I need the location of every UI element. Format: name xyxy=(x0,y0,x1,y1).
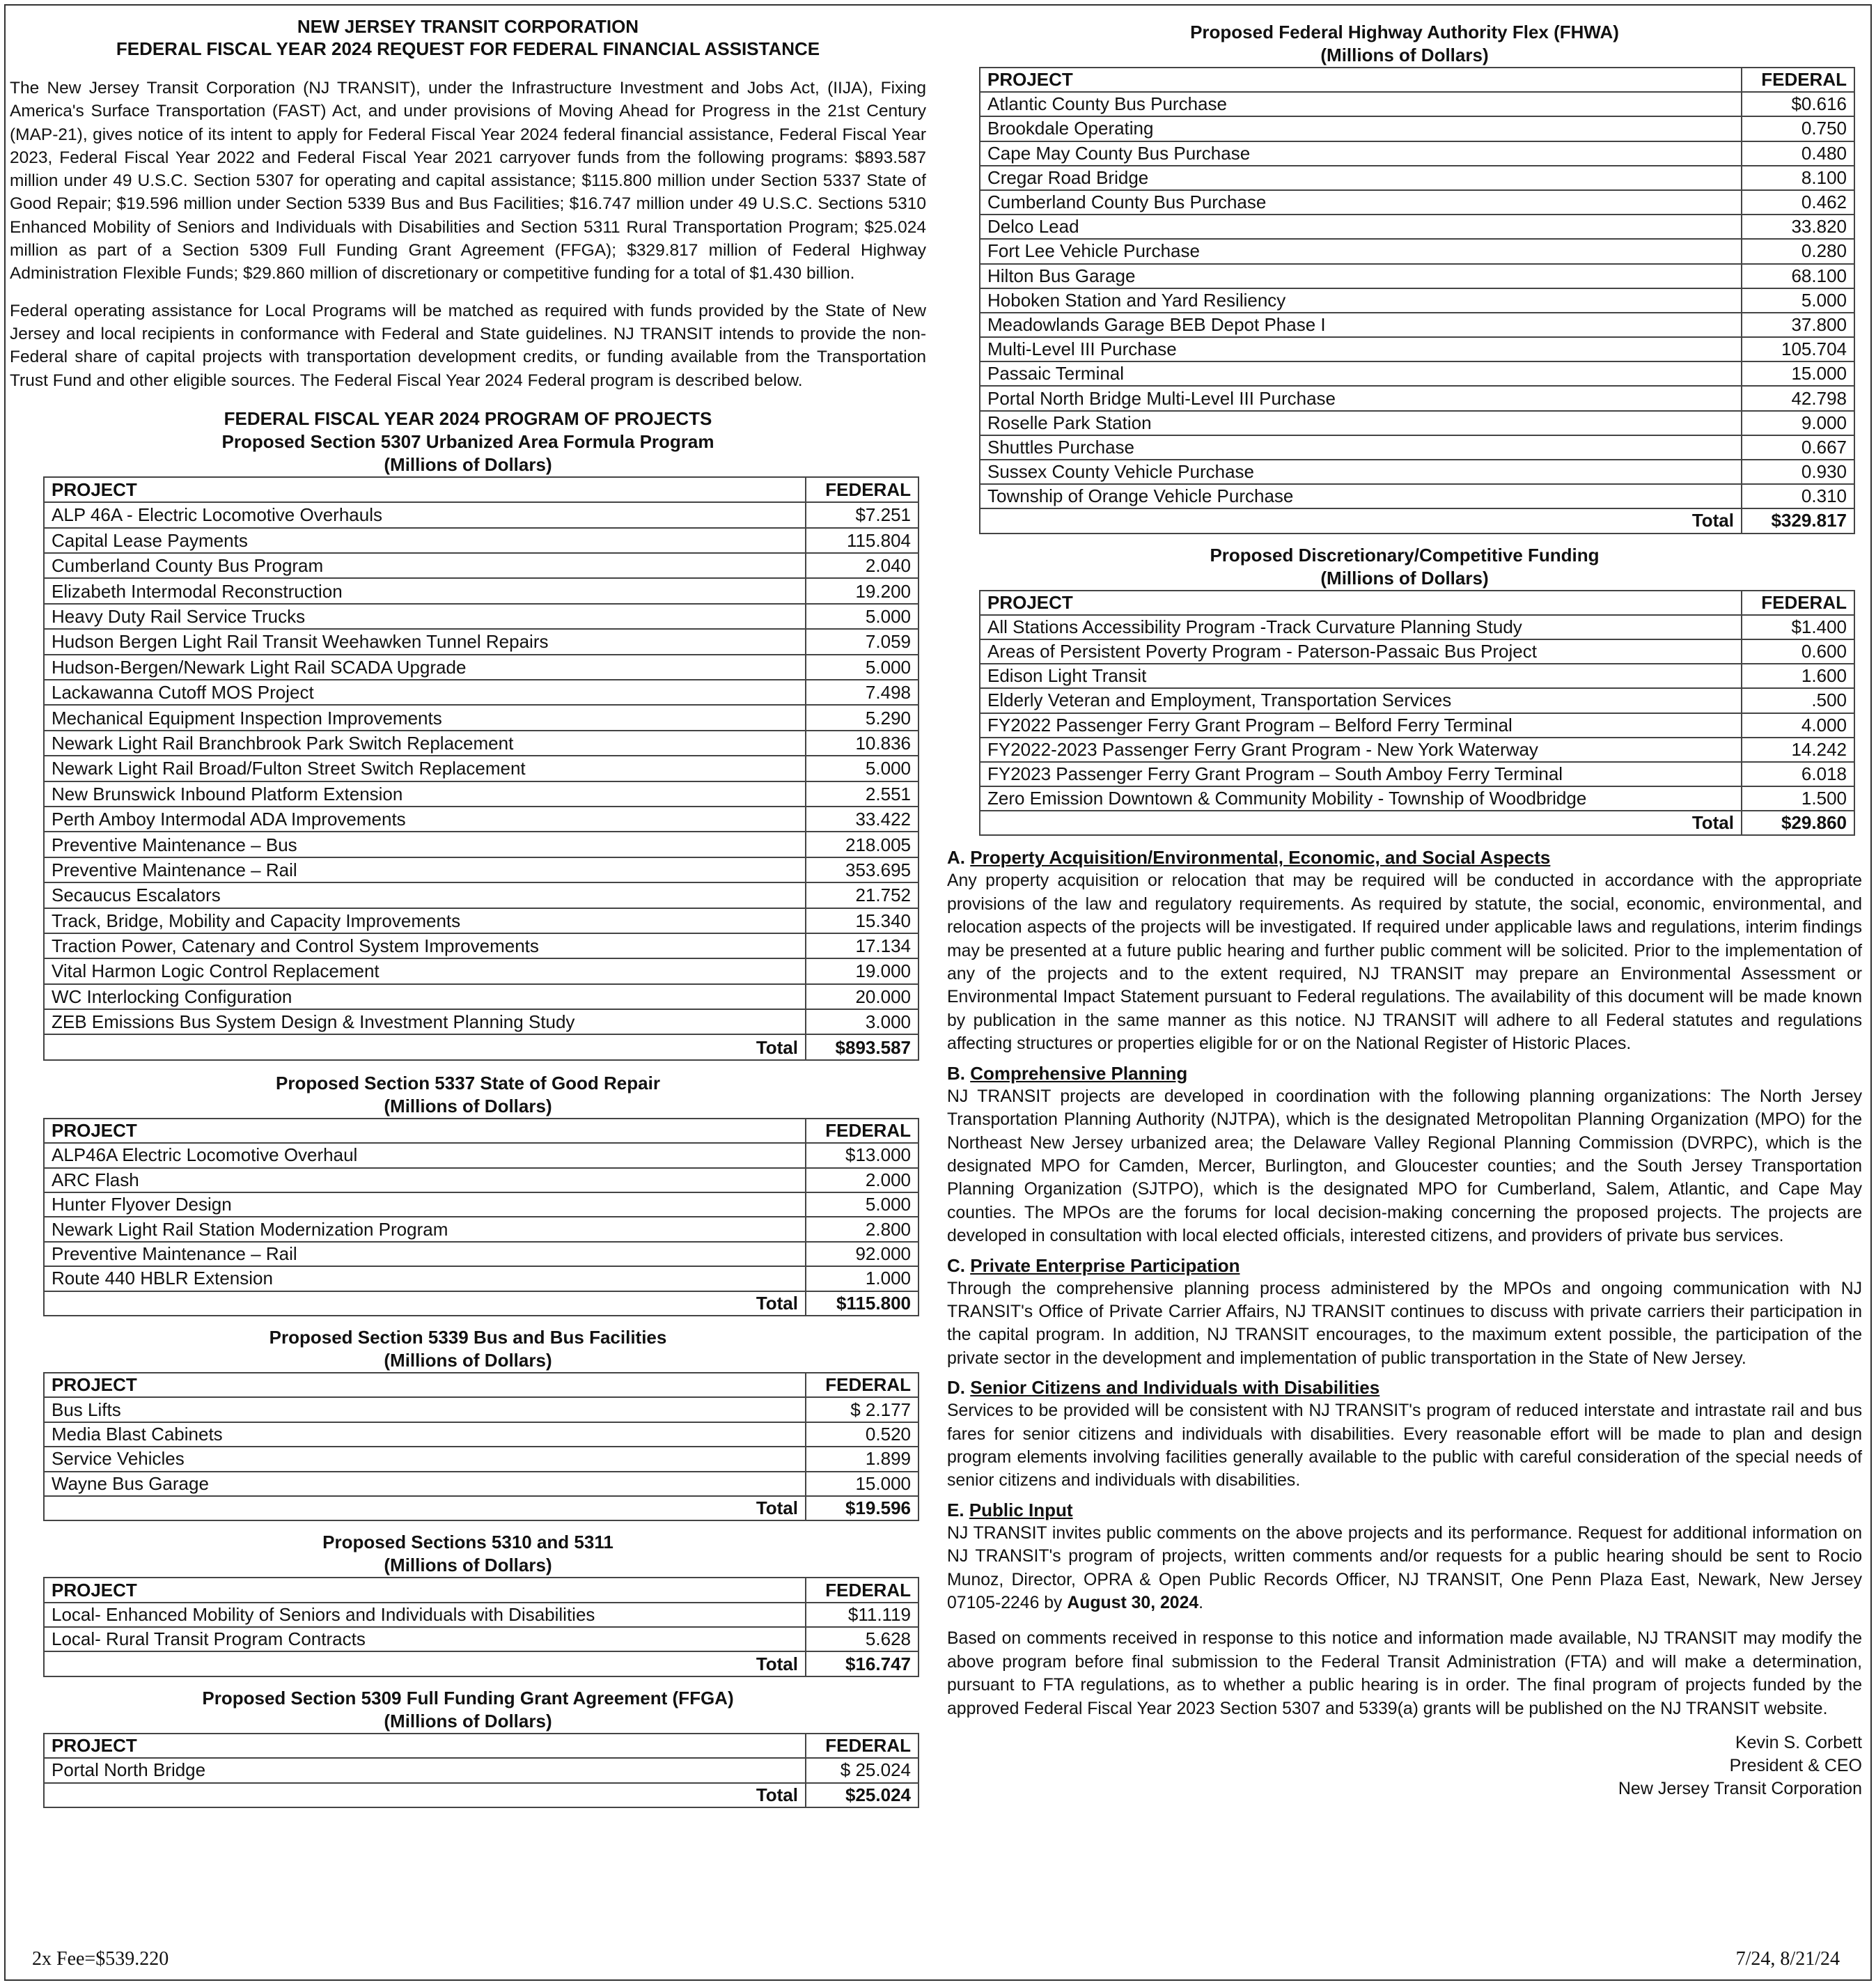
program-heading: FEDERAL FISCAL YEAR 2024 PROGRAM OF PROJECTS xyxy=(224,407,712,429)
s5309-title: Proposed Section 5309 Full Funding Grant Agreement (FFGA) xyxy=(202,1687,734,1708)
table-row xyxy=(980,116,1854,141)
section-e xyxy=(947,1498,1862,1720)
fhwa-total-row xyxy=(980,508,1854,533)
s5337-total-row xyxy=(44,1291,919,1316)
disc-total-row xyxy=(980,811,1854,835)
project-name: Newark Light Rail Station Modernization Program xyxy=(44,1217,806,1241)
federal-amount: 1.000 xyxy=(806,1266,919,1291)
section-b-title: Comprehensive Planning xyxy=(970,1062,1188,1084)
table-row xyxy=(980,288,1854,313)
table-row xyxy=(44,1422,919,1447)
disc-units: (Millions of Dollars) xyxy=(1320,567,1489,589)
project-name: FY2023 Passenger Ferry Grant Program – South Amboy Ferry Terminal xyxy=(980,762,1742,786)
federal-amount: 5.000 xyxy=(1742,288,1854,313)
federal-amount: 68.100 xyxy=(1742,264,1854,288)
disc-title: Proposed Discretionary/Competitive Funding xyxy=(1210,544,1600,566)
table-row xyxy=(44,528,919,553)
federal-amount: 5.000 xyxy=(806,655,919,680)
s5307-header-row xyxy=(44,477,919,502)
s5309-total-label: Total xyxy=(44,1783,806,1807)
federal-amount: 2.040 xyxy=(806,553,919,578)
s5339-title: Proposed Section 5339 Bus and Bus Facilities xyxy=(269,1326,667,1348)
disc-header-row xyxy=(980,591,1854,615)
s5309-units: (Millions of Dollars) xyxy=(384,1710,552,1731)
s5307-total-label: Total xyxy=(44,1034,806,1059)
section-a-title: Property Acquisition/Environmental, Economic, and Social Aspects xyxy=(970,847,1551,869)
federal-amount: 15.340 xyxy=(806,908,919,933)
federal-amount: $ 2.177 xyxy=(806,1397,919,1422)
s5310-total-label: Total xyxy=(44,1651,806,1676)
table-row xyxy=(980,713,1854,738)
project-name: Preventive Maintenance – Rail xyxy=(44,1242,806,1266)
section-c xyxy=(947,1254,1862,1371)
project-name: Newark Light Rail Branchbrook Park Switch Replacement xyxy=(44,731,806,756)
federal-amount: 2.000 xyxy=(806,1168,919,1192)
table-row xyxy=(980,484,1854,508)
project-name: Perth Amboy Intermodal ADA Improvements xyxy=(44,807,806,832)
federal-amount: 19.200 xyxy=(806,578,919,603)
table-row xyxy=(44,832,919,857)
fhwa-table xyxy=(979,67,1855,534)
s5339-table xyxy=(43,1372,919,1521)
federal-amount: 42.798 xyxy=(1742,386,1854,410)
project-name: Bus Lifts xyxy=(44,1397,806,1422)
project-name: Shuttles Purchase xyxy=(980,435,1742,460)
project-name: Cumberland County Bus Program xyxy=(44,553,806,578)
table-row xyxy=(980,264,1854,288)
s5307-federal-header: FEDERAL xyxy=(806,477,919,502)
table-row xyxy=(980,615,1854,639)
s5309-total-row xyxy=(44,1783,919,1807)
table-row xyxy=(44,1009,919,1034)
table-row xyxy=(980,361,1854,386)
project-name: Elizabeth Intermodal Reconstruction xyxy=(44,578,806,603)
table-row xyxy=(980,460,1854,484)
s5339-project-header: PROJECT xyxy=(44,1373,806,1397)
federal-amount: 15.000 xyxy=(806,1472,919,1496)
table-row xyxy=(44,1758,919,1782)
project-name: FY2022 Passenger Ferry Grant Program – Belford Ferry Terminal xyxy=(980,713,1742,738)
federal-amount: 0.462 xyxy=(1742,190,1854,215)
table-row xyxy=(44,629,919,654)
project-name: New Brunswick Inbound Platform Extension xyxy=(44,781,806,807)
project-name: Track, Bridge, Mobility and Capacity Improvements xyxy=(44,908,806,933)
table-row xyxy=(44,578,919,603)
federal-amount: $13.000 xyxy=(806,1143,919,1167)
section-e-title: Public Input xyxy=(969,1499,1073,1520)
s5337-table xyxy=(43,1118,919,1316)
federal-amount: 19.000 xyxy=(806,958,919,983)
table-row xyxy=(980,313,1854,337)
project-name: ARC Flash xyxy=(44,1168,806,1192)
signer-org: New Jersey Transit Corporation xyxy=(1618,1779,1862,1799)
federal-amount: 5.000 xyxy=(806,1192,919,1217)
project-name: Hudson-Bergen/Newark Light Rail SCADA Upgrade xyxy=(44,655,806,680)
fhwa-title: Proposed Federal Highway Authority Flex (FHWA) xyxy=(1190,22,1619,42)
intro-paragraph-2: Federal operating assistance for Local Programs will be matched as required with funds provided by the State of New Jersey and local recipients in conformance with Federal and State guidelines. NJ TRANSIT intends to provide the non-Federal share of capital projects with transportation development credits, or funding available from the Transportation Trust Fund and other eligible sources. The Federal Fiscal Year 2024 Federal program is described below. xyxy=(10,301,926,390)
s5309-project-header: PROJECT xyxy=(44,1734,806,1758)
federal-amount: 0.600 xyxy=(1742,639,1854,664)
federal-amount: 5.628 xyxy=(806,1627,919,1651)
federal-amount: 92.000 xyxy=(806,1242,919,1266)
table-row xyxy=(44,1143,919,1167)
signer-name: Kevin S. Corbett xyxy=(1735,1733,1862,1753)
section-b-text: NJ TRANSIT projects are developed in coordination with the following planning organizations: The North Jersey Transportation Planning Authority (NJTPA), which is the designated Metropolitan Planning Organization (MPO) for the Northeast New Jersey urbanized area; the Delaware Valley Regional Planning Commission (DVRPC), which is the designated MPO for Camden, Mercer, Burlington, and Gloucester counties; and the South Jersey Transportation Planning Organization (SJTPO), which is the designated MPO for Cumberland, Salem, Atlantic, and Cape May counties. The MPOs are the forums for local decision-making concerning the proposed projects. The projects are developed in consultation with local elected officials, interested citizens, and providers of private bus services. xyxy=(947,1087,1862,1246)
section-d xyxy=(947,1376,1862,1493)
project-name: Portal North Bridge xyxy=(44,1758,806,1782)
s5337-total-value: $115.800 xyxy=(806,1291,919,1316)
disc-federal-header: FEDERAL xyxy=(1742,591,1854,615)
federal-amount: 0.280 xyxy=(1742,239,1854,263)
title-line-2: FEDERAL FISCAL YEAR 2024 REQUEST FOR FEDERAL FINANCIAL ASSISTANCE xyxy=(116,38,820,59)
table-row xyxy=(44,781,919,807)
section-e-letter: E. xyxy=(947,1499,964,1520)
table-row xyxy=(44,908,919,933)
s5307-units: (Millions of Dollars) xyxy=(384,453,552,475)
left-column xyxy=(10,15,926,1808)
federal-amount: 0.480 xyxy=(1742,141,1854,166)
project-name: Hunter Flyover Design xyxy=(44,1192,806,1217)
federal-amount: 33.820 xyxy=(1742,215,1854,239)
table-row xyxy=(980,435,1854,460)
project-name: Delco Lead xyxy=(980,215,1742,239)
table-row xyxy=(980,166,1854,190)
s5309-header-row xyxy=(44,1734,919,1758)
s5310-table xyxy=(43,1577,919,1677)
project-name: ALP46A Electric Locomotive Overhaul xyxy=(44,1143,806,1167)
table-row xyxy=(980,215,1854,239)
federal-amount: 0.750 xyxy=(1742,116,1854,141)
s5310-header-row xyxy=(44,1578,919,1602)
federal-amount: 0.310 xyxy=(1742,484,1854,508)
federal-amount: 5.000 xyxy=(806,604,919,629)
table-row xyxy=(44,756,919,781)
table-row xyxy=(44,553,919,578)
project-name: Cumberland County Bus Purchase xyxy=(980,190,1742,215)
section-d-letter: D. xyxy=(947,1377,965,1399)
project-name: Lackawanna Cutoff MOS Project xyxy=(44,680,806,705)
section-a xyxy=(947,846,1862,1055)
s5310-total-row xyxy=(44,1651,919,1676)
table-row xyxy=(44,705,919,730)
project-name: Local- Enhanced Mobility of Seniors and Individuals with Disabilities xyxy=(44,1603,806,1627)
table-row xyxy=(44,1192,919,1217)
table-row xyxy=(980,664,1854,688)
fhwa-units: (Millions of Dollars) xyxy=(1320,45,1489,65)
table-row xyxy=(44,984,919,1009)
project-name: Areas of Persistent Poverty Program - Paterson-Passaic Bus Project xyxy=(980,639,1742,664)
signer-role: President & CEO xyxy=(1729,1756,1862,1776)
federal-amount: 37.800 xyxy=(1742,313,1854,337)
project-name: Secaucus Escalators xyxy=(44,882,806,908)
project-name: Atlantic County Bus Purchase xyxy=(980,92,1742,116)
federal-amount: 2.551 xyxy=(806,781,919,807)
table-row xyxy=(980,239,1854,263)
federal-amount: $ 25.024 xyxy=(806,1758,919,1782)
table-row xyxy=(980,190,1854,215)
disc-total-value: $29.860 xyxy=(1742,811,1854,835)
right-column xyxy=(947,21,1862,1800)
project-name: Hoboken Station and Yard Resiliency xyxy=(980,288,1742,313)
federal-amount: 105.704 xyxy=(1742,337,1854,361)
section-e-text-2: Based on comments received in response to this notice and information made available, NJ TRANSIT may modify the above program before final submission to the Federal Transit Administration (FTA) and will make a determination, pursuant to FTA regulations, as to whether a public hearing is in order. The final program of projects funded by the approved Federal Fiscal Year 2023 Section 5307 and 5339(a) grants will be published on the NJ TRANSIT website. xyxy=(947,1629,1862,1718)
federal-amount: 4.000 xyxy=(1742,713,1854,738)
section-d-text: Services to be provided will be consistent with NJ TRANSIT's program of reduced interstate and intrastate rail and bus fares for senior citizens and individuals with disabilities. Every reasonable effort will be made to plan and design program elements involving facilities generally available to the public with careful consideration of the special needs of senior citizens and individuals with disabilities. xyxy=(947,1401,1862,1490)
table-row xyxy=(44,933,919,958)
project-name: Meadowlands Garage BEB Depot Phase I xyxy=(980,313,1742,337)
project-name: Traction Power, Catenary and Control System Improvements xyxy=(44,933,806,958)
fhwa-project-header: PROJECT xyxy=(980,68,1742,92)
federal-amount: $1.400 xyxy=(1742,615,1854,639)
project-name: ALP 46A - Electric Locomotive Overhauls xyxy=(44,502,806,527)
s5309-federal-header: FEDERAL xyxy=(806,1734,919,1758)
project-name: Zero Emission Downtown & Community Mobility - Township of Woodbridge xyxy=(980,786,1742,811)
table-row xyxy=(44,1627,919,1651)
table-row xyxy=(44,1217,919,1241)
s5309-total-value: $25.024 xyxy=(806,1783,919,1807)
federal-amount: 10.836 xyxy=(806,731,919,756)
federal-amount: 1.899 xyxy=(806,1447,919,1471)
table-row xyxy=(44,731,919,756)
section-e-body: NJ TRANSIT invites public comments on the above projects and its performance. Request for additional information on NJ TRANSIT's program of projects, written comments and/or requests for a public hearing should be sent to Rocio Munoz, Director, OPRA & Open Public Records Officer, NJ TRANSIT, One Penn Plaza East, Newark, New Jersey 07105-2246 by xyxy=(947,1523,1862,1612)
federal-amount: 14.242 xyxy=(1742,738,1854,762)
table-row xyxy=(980,337,1854,361)
project-name: FY2022-2023 Passenger Ferry Grant Program - New York Waterway xyxy=(980,738,1742,762)
project-name: Preventive Maintenance – Rail xyxy=(44,857,806,882)
s5337-federal-header: FEDERAL xyxy=(806,1119,919,1143)
s5339-federal-header: FEDERAL xyxy=(806,1373,919,1397)
table-row xyxy=(980,688,1854,713)
federal-amount: 17.134 xyxy=(806,933,919,958)
table-row xyxy=(44,958,919,983)
project-name: Media Blast Cabinets xyxy=(44,1422,806,1447)
project-name: Edison Light Transit xyxy=(980,664,1742,688)
section-a-letter: A. xyxy=(947,847,965,869)
section-d-title: Senior Citizens and Individuals with Disabilities xyxy=(970,1377,1380,1399)
table-row xyxy=(44,1603,919,1627)
federal-amount: 8.100 xyxy=(1742,166,1854,190)
table-row xyxy=(980,92,1854,116)
project-name: Cape May County Bus Purchase xyxy=(980,141,1742,166)
table-row xyxy=(44,1472,919,1496)
federal-amount: 21.752 xyxy=(806,882,919,908)
federal-amount: 0.667 xyxy=(1742,435,1854,460)
federal-amount: $7.251 xyxy=(806,502,919,527)
intro-paragraph-1: The New Jersey Transit Corporation (NJ TRANSIT), under the Infrastructure Investment and Jobs Act, (IIJA), Fixing America's Surface Transportation (FAST) Act, and under provisions of Moving Ahead for Progress in the 21st Century (MAP-21), gives notice of its intent to apply for Federal Fiscal Year 2024 federal financial assistance, Federal Fiscal Year 2023, Federal Fiscal Year 2022 and Federal Fiscal Year 2021 carryover funds from the following programs: $893.587 million under 49 U.S.C. Section 5307 for operating and capital assistance; $115.800 million under Section 5337 State of Good Repair; $19.596 million under Section 5339 Bus and Bus Facilities; $16.747 million under 49 U.S.C. Sections 5310 Enhanced Mobility of Seniors and Individuals with Disabilities and Section 5311 Rural Transportation Program; $25.024 million as part of a Section 5309 Full Funding Grant Agreement (FFGA); $329.817 million of Federal Highway Administration Flexible Funds; $29.860 million of discretionary or competitive funding for a total of $1.430 billion. xyxy=(10,79,926,283)
project-name: Preventive Maintenance – Bus xyxy=(44,832,806,857)
s5337-title: Proposed Section 5337 State of Good Repair xyxy=(276,1072,660,1093)
fhwa-header-row xyxy=(980,68,1854,92)
s5307-total-row xyxy=(44,1034,919,1059)
table-row xyxy=(44,1242,919,1266)
project-name: Fort Lee Vehicle Purchase xyxy=(980,239,1742,263)
comment-deadline: August 30, 2024 xyxy=(1067,1594,1199,1612)
project-name: Capital Lease Payments xyxy=(44,528,806,553)
table-row xyxy=(44,857,919,882)
federal-amount: 20.000 xyxy=(806,984,919,1009)
federal-amount: 3.000 xyxy=(806,1009,919,1034)
fhwa-federal-header: FEDERAL xyxy=(1742,68,1854,92)
project-name: Hudson Bergen Light Rail Transit Weehawken Tunnel Repairs xyxy=(44,629,806,654)
table-row xyxy=(44,655,919,680)
s5339-units: (Millions of Dollars) xyxy=(384,1349,552,1371)
table-row xyxy=(44,882,919,908)
fhwa-total-label: Total xyxy=(980,508,1742,533)
s5310-total-value: $16.747 xyxy=(806,1651,919,1676)
section-c-text: Through the comprehensive planning process administered by the MPOs and ongoing communication with NJ TRANSIT's Office of Private Carrier Affairs, NJ TRANSIT continues to discuss with private carriers their participation in the capital program. In addition, NJ TRANSIT encourages, to the maximum extent possible, the participation of the private sector in the development and implementation of public transportation in the State of New Jersey. xyxy=(947,1279,1862,1368)
federal-amount: 15.000 xyxy=(1742,361,1854,386)
project-name: Roselle Park Station xyxy=(980,411,1742,435)
project-name: Elderly Veteran and Employment, Transportation Services xyxy=(980,688,1742,713)
s5309-table xyxy=(43,1733,919,1808)
section-a-text: Any property acquisition or relocation that may be required will be conducted in accordance with the appropriate provisions of the law and regulatory requirements. As required by statute, the social, economic, environmental, and relocation aspects of the projects will be investigated. If required under applicable laws and regulations, interim findings may be presented at a future public hearing and further public comment will be solicited. Prior to the implementation of any of the projects and to the extent required, NJ TRANSIT may prepare an Environmental Assessment or Environmental Impact Statement pursuant to Federal regulations. The availability of this document will be made known by publication in the same manner as this notice. NJ TRANSIT will adhere to all Federal statutes and regulations affecting structures or properties eligible for or on the National Register of Historic Places. xyxy=(947,871,1862,1054)
s5307-table xyxy=(43,476,919,1061)
signature-block xyxy=(947,1731,1862,1800)
s5339-total-label: Total xyxy=(44,1496,806,1520)
table-row xyxy=(44,807,919,832)
footer-fee: 2x Fee=$539.220 xyxy=(32,1948,169,1970)
project-name: Heavy Duty Rail Service Trucks xyxy=(44,604,806,629)
federal-amount: 0.520 xyxy=(806,1422,919,1447)
s5310-project-header: PROJECT xyxy=(44,1578,806,1602)
table-row xyxy=(980,762,1854,786)
federal-amount: $0.616 xyxy=(1742,92,1854,116)
s5310-federal-header: FEDERAL xyxy=(806,1578,919,1602)
federal-amount: 7.498 xyxy=(806,680,919,705)
project-name: Sussex County Vehicle Purchase xyxy=(980,460,1742,484)
federal-amount: 1.600 xyxy=(1742,664,1854,688)
section-c-title: Private Enterprise Participation xyxy=(970,1254,1240,1276)
table-row xyxy=(44,1168,919,1192)
federal-amount: 353.695 xyxy=(806,857,919,882)
table-row xyxy=(44,1447,919,1471)
section-b-letter: B. xyxy=(947,1062,965,1084)
table-row xyxy=(980,738,1854,762)
project-name: All Stations Accessibility Program -Track Curvature Planning Study xyxy=(980,615,1742,639)
s5307-project-header: PROJECT xyxy=(44,477,806,502)
project-name: Township of Orange Vehicle Purchase xyxy=(980,484,1742,508)
section-e-tail: . xyxy=(1198,1594,1204,1612)
project-name: Route 440 HBLR Extension xyxy=(44,1266,806,1291)
federal-amount: 218.005 xyxy=(806,832,919,857)
federal-amount: 33.422 xyxy=(806,807,919,832)
s5337-units: (Millions of Dollars) xyxy=(384,1095,552,1116)
federal-amount: 0.930 xyxy=(1742,460,1854,484)
project-name: Cregar Road Bridge xyxy=(980,166,1742,190)
project-name: Portal North Bridge Multi-Level III Purchase xyxy=(980,386,1742,410)
section-e-text xyxy=(947,1522,1862,1615)
s5337-header-row xyxy=(44,1119,919,1143)
project-name: Service Vehicles xyxy=(44,1447,806,1471)
project-name: Passaic Terminal xyxy=(980,361,1742,386)
project-name: Local- Rural Transit Program Contracts xyxy=(44,1627,806,1651)
s5310-title: Proposed Sections 5310 and 5311 xyxy=(322,1532,613,1553)
project-name: Brookdale Operating xyxy=(980,116,1742,141)
table-row xyxy=(44,604,919,629)
federal-amount: 6.018 xyxy=(1742,762,1854,786)
disc-project-header: PROJECT xyxy=(980,591,1742,615)
federal-amount: 1.500 xyxy=(1742,786,1854,811)
table-row xyxy=(980,141,1854,166)
disc-table xyxy=(979,590,1855,836)
project-name: ZEB Emissions Bus System Design & Investment Planning Study xyxy=(44,1009,806,1034)
federal-amount: 5.290 xyxy=(806,705,919,730)
s5339-header-row xyxy=(44,1373,919,1397)
table-row xyxy=(980,386,1854,410)
disc-total-label: Total xyxy=(980,811,1742,835)
federal-amount: 115.804 xyxy=(806,528,919,553)
federal-amount: 5.000 xyxy=(806,756,919,781)
s5339-total-row xyxy=(44,1496,919,1520)
project-name: WC Interlocking Configuration xyxy=(44,984,806,1009)
s5339-total-value: $19.596 xyxy=(806,1496,919,1520)
federal-amount: $11.119 xyxy=(806,1603,919,1627)
s5337-project-header: PROJECT xyxy=(44,1119,806,1143)
table-row xyxy=(980,786,1854,811)
project-name: Mechanical Equipment Inspection Improvements xyxy=(44,705,806,730)
federal-amount: 7.059 xyxy=(806,629,919,654)
federal-amount: 2.800 xyxy=(806,1217,919,1241)
project-name: Vital Harmon Logic Control Replacement xyxy=(44,958,806,983)
section-c-letter: C. xyxy=(947,1254,965,1276)
s5337-total-label: Total xyxy=(44,1291,806,1316)
table-row xyxy=(980,411,1854,435)
federal-amount: .500 xyxy=(1742,688,1854,713)
project-name: Hilton Bus Garage xyxy=(980,264,1742,288)
table-row xyxy=(44,680,919,705)
table-row xyxy=(980,639,1854,664)
project-name: Wayne Bus Garage xyxy=(44,1472,806,1496)
title-line-1: NEW JERSEY TRANSIT CORPORATION xyxy=(297,16,639,37)
table-row xyxy=(44,1397,919,1422)
s5307-title: Proposed Section 5307 Urbanized Area Formula Program xyxy=(221,430,714,452)
federal-amount: 9.000 xyxy=(1742,411,1854,435)
footer-dates: 7/24, 8/21/24 xyxy=(1735,1948,1840,1970)
fhwa-total-value: $329.817 xyxy=(1742,508,1854,533)
s5310-units: (Millions of Dollars) xyxy=(384,1555,552,1576)
section-b xyxy=(947,1061,1862,1248)
table-row xyxy=(44,1266,919,1291)
project-name: Newark Light Rail Broad/Fulton Street Switch Replacement xyxy=(44,756,806,781)
table-row xyxy=(44,502,919,527)
s5307-total-value: $893.587 xyxy=(806,1034,919,1059)
project-name: Multi-Level III Purchase xyxy=(980,337,1742,361)
